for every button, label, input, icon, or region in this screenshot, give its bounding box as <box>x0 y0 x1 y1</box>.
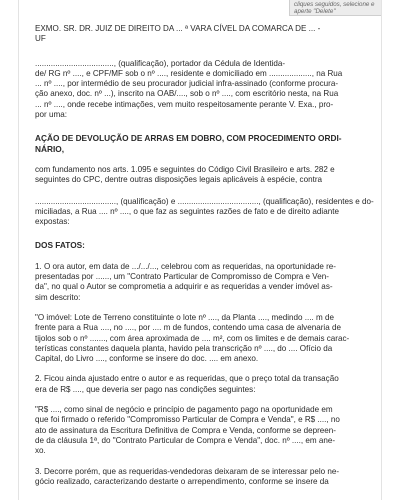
paragraph-line: expostas: <box>35 217 70 227</box>
paragraph-line: era de R$ ...., que deveria ser pago nas condições seguintes: <box>35 384 256 394</box>
paragraph-line: xo. <box>35 446 46 456</box>
paragraph-line: "O imóvel: Lote de Terreno constituinte o lote nº ...., da Planta ...., medindo .... m de <box>35 312 335 322</box>
paragraph-line: miciliadas, a Rua .... nº ...., o que faz as seguintes razões de fato e de direito adiante <box>35 206 339 216</box>
facts-paragraph-2 <box>35 374 365 395</box>
paragraph-line: ..................................., (qualificação), portador da Cédula de Identida- <box>35 58 286 68</box>
paragraph-line: "R$ ...., como sinal de negócio e princípio de pagamento pago na oportunidade em <box>35 405 333 415</box>
facts-heading: DOS FATOS: <box>35 240 85 251</box>
petition-body <box>35 24 374 487</box>
paragraph-line: frente para a Rua ...., no ...., por .... m de fundos, contendo uma casa de alvenaria de <box>35 323 341 333</box>
paragraph-line: 2. Ficou ainda ajustado entre o autor e as requeridas, que o preço total da transação <box>35 374 339 384</box>
paragraph-line: ção anexo, doc. nº ...), inscrito na OAB/...., sob o nº ...., com escritório nesta, na Rua <box>35 89 339 99</box>
paragraph-line: ...................................., (qualificação) e ...................................., (qualificação), residentes e do- <box>35 196 374 206</box>
facts-paragraph-3 <box>35 467 365 488</box>
paragraph-line: de/ RG nº ...., e CPF/MF sob o nº ...., residente e domiciliado em ..................., na Rua <box>35 68 343 78</box>
plaintiff-qualification <box>35 59 365 121</box>
paragraph-line: ato de assinatura da Escritura Definitiva de Compra e Venda, conforme se depreen- <box>35 425 336 435</box>
paragraph-line: da", no qual o Autor se comprometia a adquirir e as requeridas a vender imóvel as- <box>35 282 333 292</box>
paragraph-line: tijolos sob o nº ......., com área aproximada de .... m², com os limites e de demais carac- <box>35 333 350 343</box>
action-title <box>35 133 365 154</box>
defendants-qualification <box>35 196 374 228</box>
document-page <box>18 0 382 500</box>
paragraph-line: seguintes do CPC, dentre outras disposições legais aplicáveis à espécie, contra <box>35 175 323 185</box>
paragraph-line: 3. Decorre porém, que as requeridas-vendedoras deixaram de se interessar pelo ne- <box>35 466 340 476</box>
paragraph-line: ... nº ...., onde recebe intimações, vem muito respeitosamente perante V. Exa., pro- <box>35 99 334 109</box>
court-header-line: EXMO. SR. DR. JUIZ DE DIREITO DA ... ª VARA CÍVEL DA COMARCA DE ... - <box>35 24 321 33</box>
paragraph-line: 1. O ora autor, em data de .../.../..., celebrou com as requeridas, na oportunidade re- <box>35 261 336 271</box>
paragraph-line: presentadas por ......, um "Contrato Particular de Compromisso de Compra e Ven- <box>35 272 329 282</box>
paragraph-line: com fundamento nos arts. 1.095 e seguintes do Código Civil Brasileiro e arts. 282 e <box>35 164 335 174</box>
legal-foundation <box>35 165 365 186</box>
paragraph-line: sim descrito: <box>35 292 81 302</box>
paragraph-line: por uma: <box>35 110 67 120</box>
action-title-line: AÇÃO DE DEVOLUÇÃO DE ARRAS EM DOBRO, COM PROCEDIMENTO ORDI- <box>35 133 342 144</box>
property-description <box>35 313 365 364</box>
instruction-note-line-2: aperte "Delete" <box>294 8 336 15</box>
paragraph-line: terísticas constantes daquela planta, havido pela transcrição nº ...., do .... Ofício da <box>35 343 333 353</box>
court-header <box>35 24 365 45</box>
instruction-note-line-1: cliques seguidos, selecione e <box>294 1 375 8</box>
paragraph-line: ... nº ...., por intermédio de seu procurador judicial infra-assinado (conforme procura- <box>35 79 339 89</box>
instruction-note <box>289 0 381 16</box>
payment-conditions <box>35 405 365 456</box>
paragraph-line: que foi firmado o referido "Compromisso Particular de Compra e Venda", e R$ ...., no <box>35 415 340 425</box>
paragraph-line: gócio realizado, caracterizando destarte o arrependimento, conforme se insere da <box>35 476 329 486</box>
action-title-line: NÁRIO, <box>35 143 65 154</box>
facts-paragraph-1 <box>35 262 365 303</box>
court-header-line: UF <box>35 34 46 44</box>
paragraph-line: de da cláusula 1ª, do "Contrato Particular de Compra e Venda", doc. nº ...., em ane- <box>35 435 336 445</box>
paragraph-line: Capital, do Livro ...., conforme se insere do doc. .... em anexo. <box>35 354 259 364</box>
